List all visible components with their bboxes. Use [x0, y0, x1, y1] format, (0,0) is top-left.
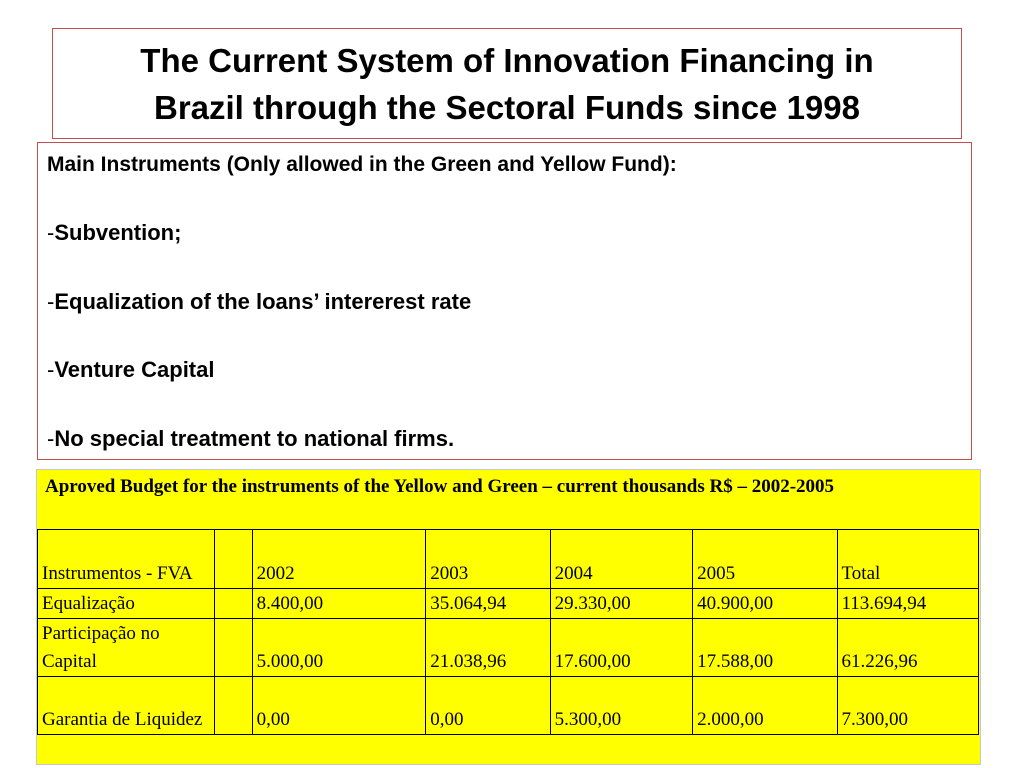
instrument-item-equalization [47, 289, 471, 315]
slide-title-box [52, 28, 962, 139]
header-cell-2004: 2004 [550, 530, 692, 589]
bullet-dash: - [47, 357, 55, 382]
bullet-dash: - [47, 426, 55, 451]
instrument-item-national-firms [47, 426, 454, 452]
table-cell: 61.226,96 [837, 619, 978, 677]
header-cell-2003: 2003 [426, 530, 550, 589]
header-cell-2002: 2002 [252, 530, 426, 589]
bullet-dash: - [47, 289, 55, 314]
table-cell: 2.000,00 [693, 677, 837, 735]
table-cell: 29.330,00 [550, 589, 692, 619]
instruments-heading: Main Instruments (Only allowed in the Green and Yellow Fund): [47, 153, 677, 176]
instruments-box [37, 142, 972, 460]
instrument-item-label: No special treatment to national firms. [54, 426, 455, 451]
instrument-item-label: Venture Capital [54, 357, 215, 382]
table-cell: 7.300,00 [837, 677, 978, 735]
table-cell: 113.694,94 [837, 589, 978, 619]
table-cell: Garantia de Liquidez [38, 677, 215, 735]
table-cell: 0,00 [426, 677, 550, 735]
table-cell [214, 619, 252, 677]
table-cell: 8.400,00 [252, 589, 426, 619]
table-row [38, 589, 979, 619]
table-cell: 17.588,00 [693, 619, 837, 677]
budget-table [37, 529, 979, 735]
header-cell-2005: 2005 [693, 530, 837, 589]
instrument-item-venture-capital [47, 357, 214, 383]
table-cell: 40.900,00 [693, 589, 837, 619]
table-cell: 35.064,94 [426, 589, 550, 619]
table-cell [214, 589, 252, 619]
table-cell: 21.038,96 [426, 619, 550, 677]
instrument-item-label: Equalization of the loans’ intererest rate [54, 289, 472, 314]
table-row [38, 677, 979, 735]
slide-title-line-2: Brazil through the Sectoral Funds since 1998 [153, 88, 860, 126]
instrument-item-subvention [47, 220, 181, 246]
slide-title-line-1: The Current System of Innovation Financing in [140, 41, 874, 79]
table-cell: 17.600,00 [550, 619, 692, 677]
table-cell [214, 677, 252, 735]
table-row [38, 619, 979, 677]
table-cell: Participação no Capital [38, 619, 215, 677]
header-cell-blank [214, 530, 252, 589]
table-cell: Equalização [38, 589, 215, 619]
bullet-dash: - [47, 220, 55, 245]
budget-title: Aproved Budget for the instruments of the Yellow and Green – current thousands R$ – 2002-2005 [45, 476, 835, 497]
table-cell: 5.300,00 [550, 677, 692, 735]
header-cell-total: Total [837, 530, 978, 589]
instrument-item-label: Subvention; [54, 220, 182, 245]
table-cell: 0,00 [252, 677, 426, 735]
table-header-row [38, 530, 979, 589]
budget-box [36, 469, 981, 765]
table-cell: 5.000,00 [252, 619, 426, 677]
header-cell-instrument: Instrumentos - FVA [38, 530, 215, 589]
